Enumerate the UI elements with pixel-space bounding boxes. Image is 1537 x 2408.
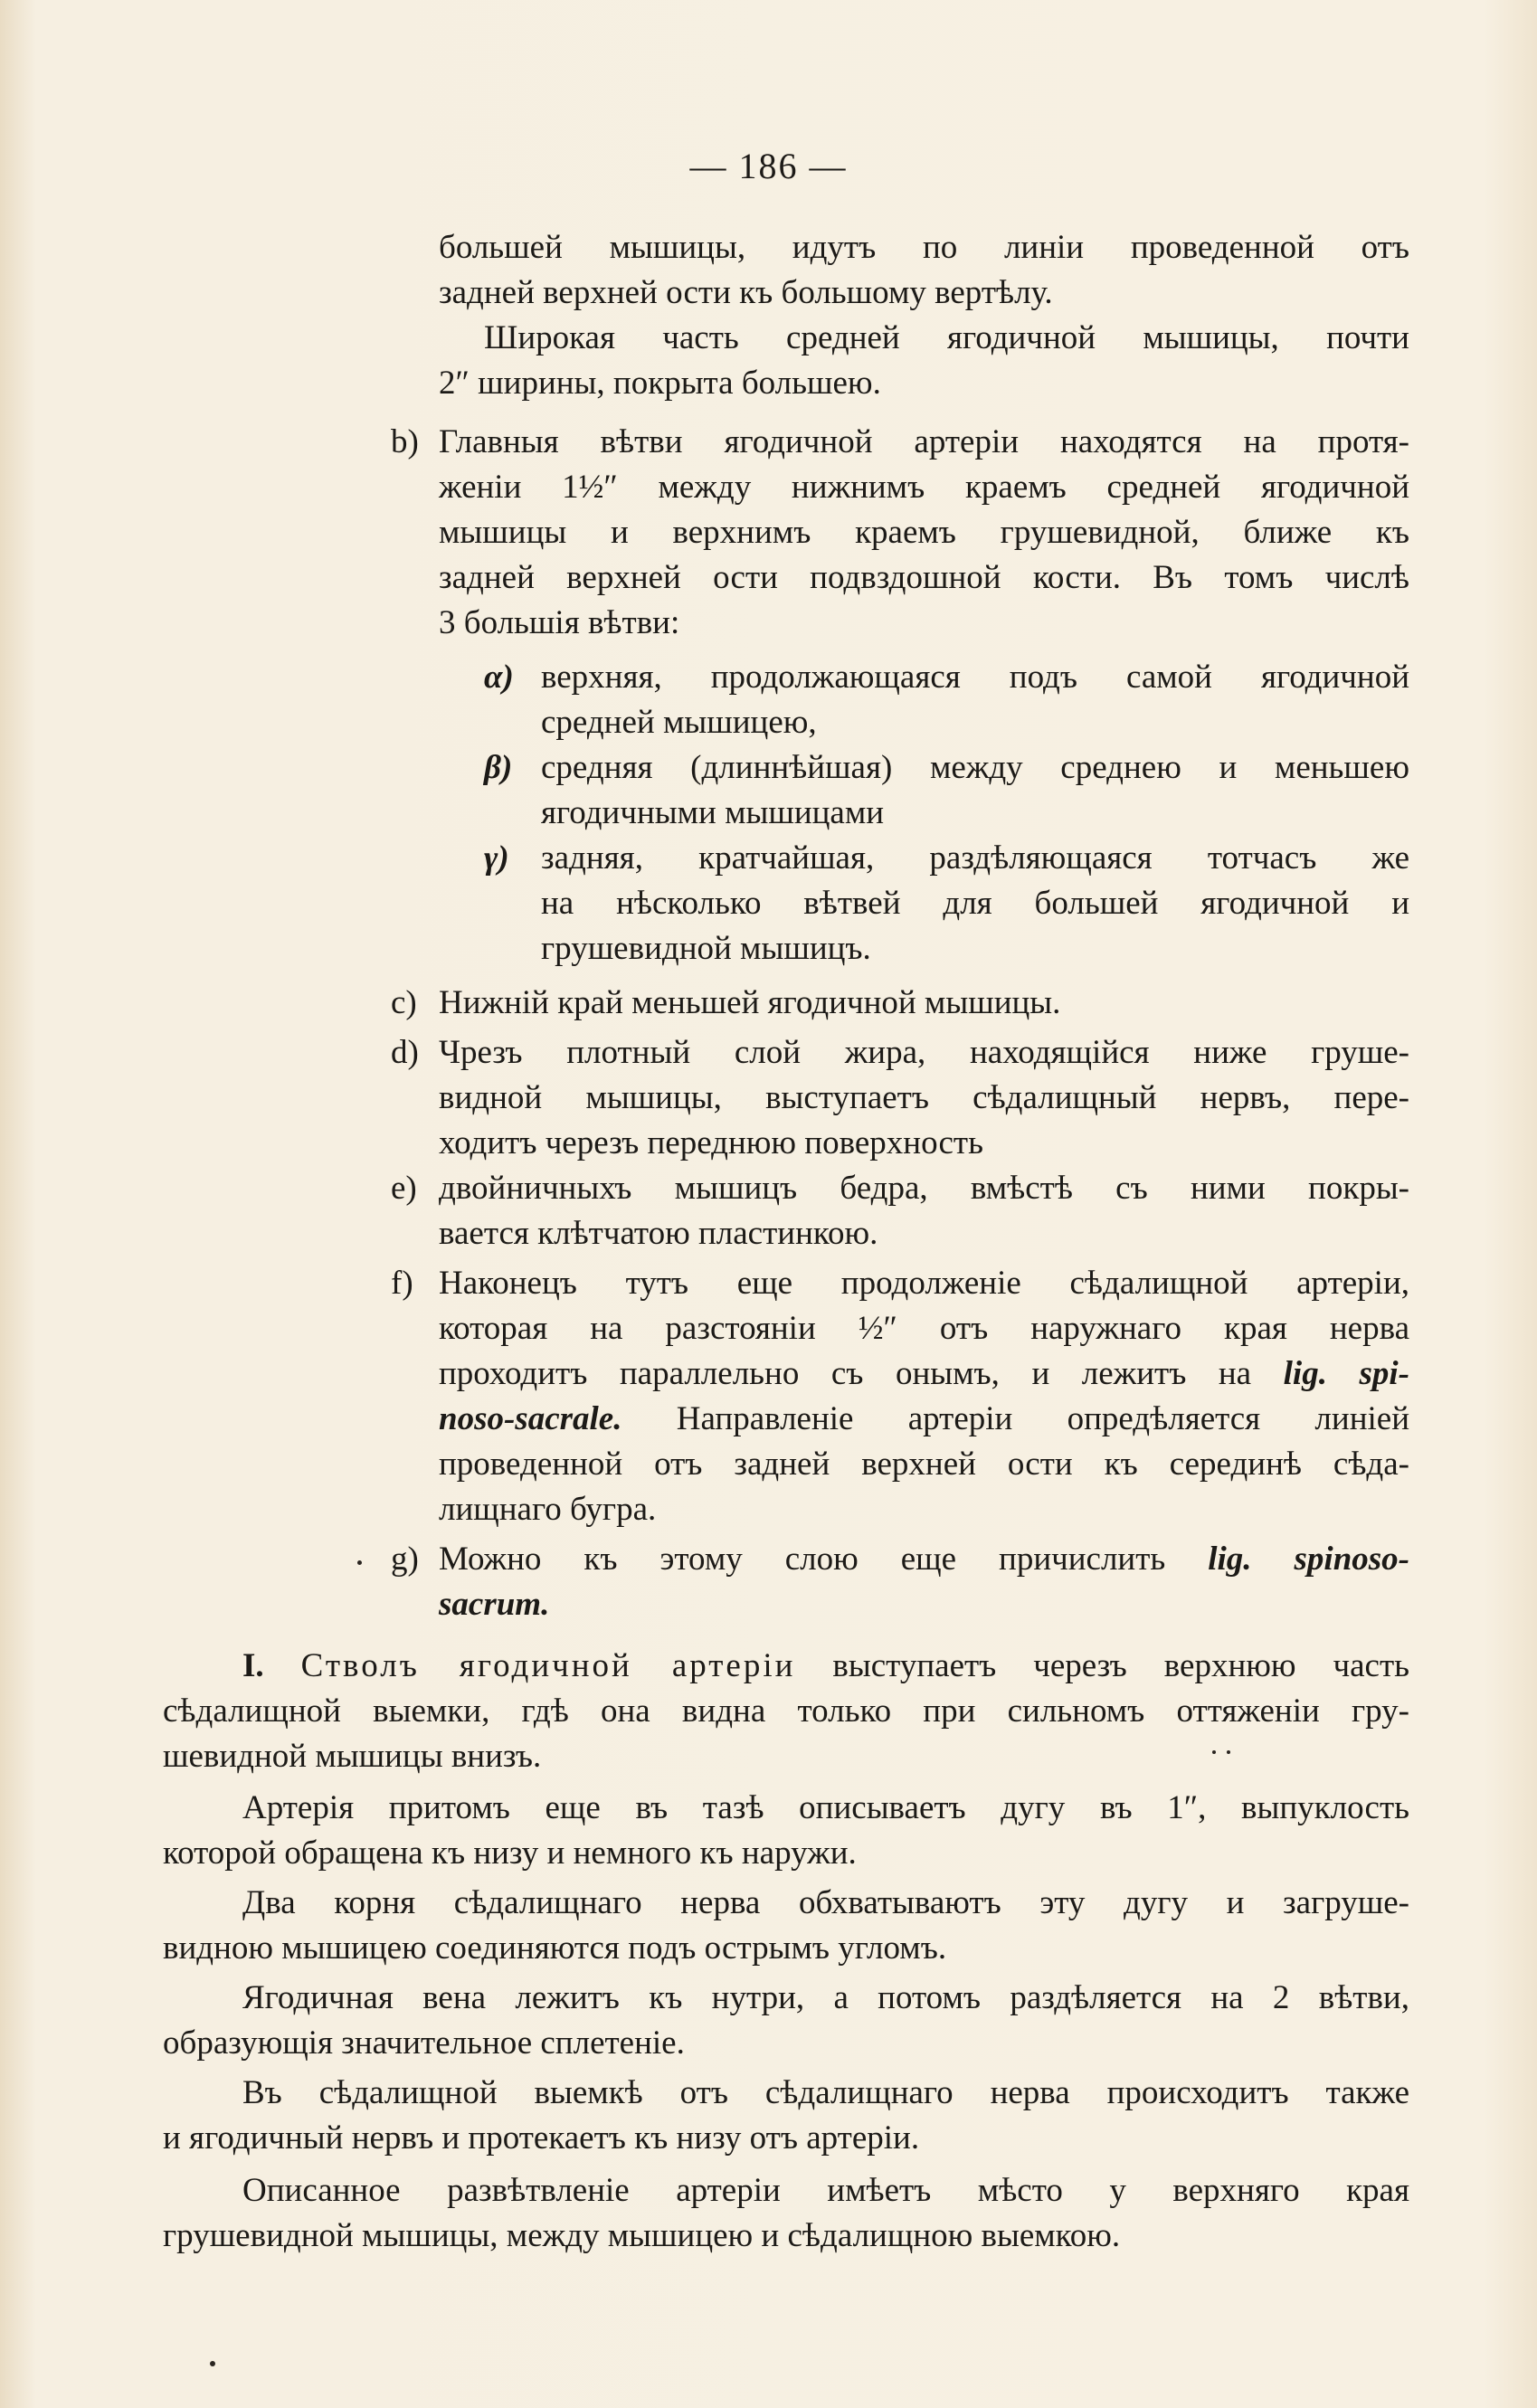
text-line: на нѣсколько вѣтвей для большей ягодичной и (541, 885, 1409, 922)
latin-term: lig. spi- (1283, 1355, 1410, 1392)
section-numeral: I. (242, 1647, 264, 1684)
text-line: Описанное развѣтвленіе артеріи имѣетъ мѣсто у верхняго края (242, 2172, 1409, 2209)
text-line: верхняя, продолжающаяся подъ самой ягодичной (541, 659, 1409, 696)
text-line: грушевидной мышицъ. (541, 930, 871, 967)
text-line: Наконецъ тутъ еще продолженіе сѣдалищной артеріи, (439, 1265, 1409, 1302)
text-line: вается клѣтчатою пластинкою. (439, 1215, 878, 1252)
text-line (439, 1352, 1409, 1396)
text-line: которой обращена къ низу и немного къ наружи. (163, 1834, 857, 1872)
section-heading: Стволъ ягодичной артеріи (300, 1647, 796, 1684)
page-number: — 186 — (689, 146, 848, 186)
item-label-b: b) (391, 423, 419, 460)
text-line: двойничныхъ мышицъ бедра, вмѣстѣ съ ними покры- (439, 1170, 1409, 1207)
text-line: видной мышицы, выступаетъ сѣдалищный нервъ, пере- (439, 1079, 1409, 1116)
item-label-e: e) (391, 1170, 417, 1207)
ink-speck (357, 1560, 362, 1565)
text-line: и ягодичный нервъ и протекаетъ къ низу отъ артеріи. (163, 2119, 920, 2157)
text-line: Ягодичная вена лежитъ къ нутри, а потомъ раздѣляется на 2 вѣтви, (242, 1979, 1409, 2016)
text-line: 3 большія вѣтви: (439, 604, 680, 641)
text-line: Главныя вѣтви ягодичной артеріи находятся на протя- (439, 423, 1409, 460)
item-label-c: c) (391, 984, 417, 1021)
text-span: Можно къ этому слою еще причислить (439, 1541, 1166, 1578)
text-line: задняя, кратчайшая, раздѣляющаяся тотчасъ же (541, 839, 1409, 877)
text-line: большей мышицы, идутъ по линіи проведенной отъ (439, 229, 1409, 266)
text-line: задней верхней ости къ большому вертѣлу. (439, 274, 1053, 311)
text-line: лищнаго бугра. (439, 1491, 657, 1528)
text-line: видною мышицею соединяются подъ острымъ угломъ. (163, 1929, 947, 1967)
item-label-g: g) (391, 1541, 419, 1578)
text-line: средняя (длиннѣйшая) между среднею и меньшею (541, 749, 1409, 786)
sub-label-alpha: α) (484, 659, 514, 696)
text-line: 2″ ширины, покрыта большею. (439, 365, 881, 402)
text-line: Два корня сѣдалищнаго нерва обхватываютъ эту дугу и загруше- (242, 1884, 1409, 1921)
sub-label-beta: β) (484, 749, 513, 786)
text-line: средней мышицею, (541, 704, 817, 741)
text-line (439, 1398, 1409, 1441)
text-line: ходитъ черезъ переднюю поверхность (439, 1124, 983, 1161)
text-line: Нижній край меньшей ягодичной мышицы. (439, 984, 1061, 1021)
section-I-line (242, 1645, 1409, 1688)
ink-speck (1212, 1750, 1216, 1754)
text-span: проходитъ параллельно съ онымъ, и лежитъ на (439, 1355, 1252, 1392)
text-line: грушевидной мышицы, между мышицею и сѣдалищною выемкою. (163, 2217, 1121, 2254)
text-line: мышицы и верхнимъ краемъ грушевидной, ближе къ (439, 514, 1409, 551)
item-label-f: f) (391, 1265, 413, 1302)
text-line: Въ сѣдалищной выемкѣ отъ сѣдалищнаго нерва происходитъ также (242, 2074, 1409, 2111)
item-label-d: d) (391, 1034, 419, 1071)
text-line (439, 1538, 1409, 1581)
ink-speck (210, 2361, 215, 2366)
text-line: шевидной мышицы внизъ. (163, 1738, 542, 1775)
text-line: которая на разстояніи ½″ отъ наружнаго края нерва (439, 1310, 1409, 1347)
text-line: задней верхней ости подвздошной кости. Въ томъ числѣ (439, 559, 1409, 596)
text-line: Чрезъ плотный слой жира, находящійся ниже груше- (439, 1034, 1409, 1071)
latin-term: noso-sacrale. (439, 1400, 622, 1437)
sub-label-gamma: γ) (484, 839, 509, 877)
text-line: женіи 1½″ между нижнимъ краемъ средней ягодичной (439, 469, 1409, 506)
text-line: ягодичными мышицами (541, 794, 885, 831)
ink-speck (1227, 1750, 1230, 1754)
latin-term: sacrum. (439, 1586, 550, 1623)
text-line: проведенной отъ задней верхней ости къ серединѣ сѣда- (439, 1446, 1409, 1483)
text-line: сѣдалищной выемки, гдѣ она видна только при сильномъ оттяженіи гру- (163, 1692, 1409, 1730)
text-line: Артерія притомъ еще въ тазѣ описываетъ дугу въ 1″, выпуклость (242, 1789, 1409, 1826)
text-span: выступаетъ черезъ верхнюю часть (832, 1647, 1410, 1684)
text-line: Широкая часть средней ягодичной мышицы, почти (484, 319, 1409, 356)
text-span: Направленіе артеріи опредѣляется линіей (676, 1400, 1410, 1437)
latin-term: lig. spinoso- (1208, 1541, 1410, 1578)
text-line: образующія значительное сплетеніе. (163, 2024, 685, 2062)
